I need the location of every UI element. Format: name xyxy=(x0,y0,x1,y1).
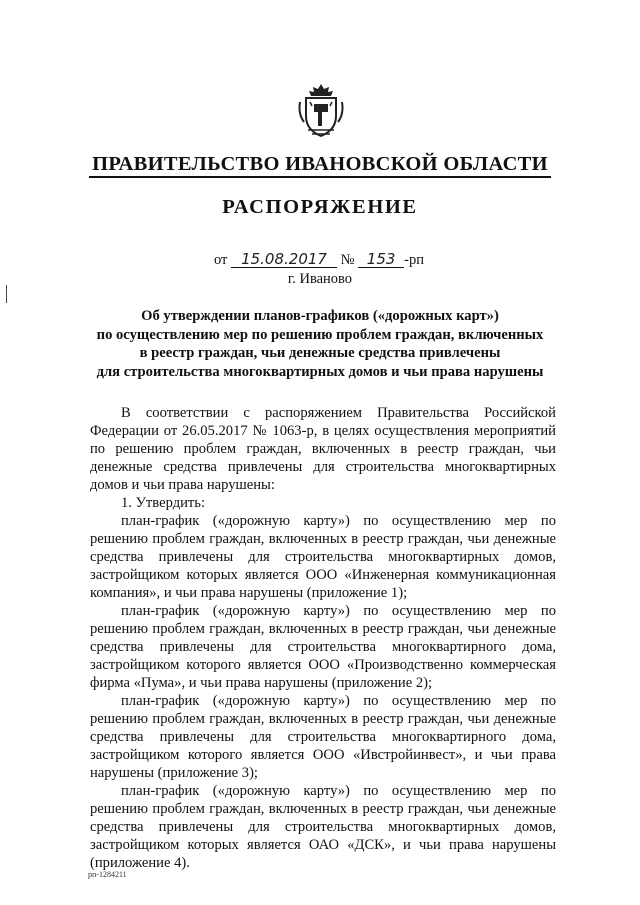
body-line: домов и чьи права нарушены: xyxy=(90,477,275,493)
document-city: г. Иваново xyxy=(287,271,353,287)
body-line: решению проблем граждан, включенных в реестр граждан, чьи денежные xyxy=(90,531,556,547)
body-line: застройщиком которых является ООО «Инженерная коммуникационная xyxy=(90,567,556,583)
body-line: застройщиком которого является ООО «Ивстройинвест», и чьи права xyxy=(90,747,556,763)
title-line: для строительства многоквартирных домов и чьи права нарушены xyxy=(96,363,544,380)
document-type: РАСПОРЯЖЕНИЕ xyxy=(222,196,418,218)
body-line: решению проблем граждан, включенных в реестр граждан, чьи денежные xyxy=(90,801,556,817)
number-suffix: -рп xyxy=(404,252,424,268)
body-line: решению проблем граждан, включенных в реестр граждан, чьи денежные xyxy=(90,621,556,637)
document-body xyxy=(90,404,556,872)
title-line: по осуществлению мер по решению проблем граждан, включенных xyxy=(96,326,544,343)
body-line: фирма «Пума», и чьи права нарушены (приложение 2); xyxy=(90,675,433,691)
body-line: план-график («дорожную карту») по осуществлению мер по xyxy=(121,603,556,619)
body-line: план-график («дорожную карту») по осуществлению мер по xyxy=(121,783,556,799)
ivanovo-coat-of-arms-icon xyxy=(296,82,346,138)
body-line: средства привлечены для строительства многоквартирного дома, xyxy=(90,639,556,655)
body-line: средства привлечены для строительства многоквартирных домов, xyxy=(90,549,556,565)
body-line: Федерации от 26.05.2017 № 1063-р, в целях осуществления мероприятий xyxy=(90,423,556,439)
body-line: решению проблем граждан, включенных в реестр граждан, чьи денежные xyxy=(90,711,556,727)
document-number: 153 xyxy=(358,251,404,268)
body-line: В соответствии с распоряжением Правительства Российской xyxy=(121,405,556,421)
organization-name: ПРАВИТЕЛЬСТВО ИВАНОВСКОЙ ОБЛАСТИ xyxy=(0,153,640,176)
body-line: план-график («дорожную карту») по осуществлению мер по xyxy=(121,513,556,529)
body-line: план-график («дорожную карту») по осуществлению мер по xyxy=(121,693,556,709)
document-date: 15.08.2017 xyxy=(231,251,337,268)
document-dateline xyxy=(214,251,424,269)
document-title xyxy=(90,307,550,381)
document-footer-code: рп-1284211 xyxy=(88,870,127,879)
body-line: средства привлечены для строительства многоквартирного дома, xyxy=(90,729,556,745)
body-line: 1. Утвердить: xyxy=(121,495,206,511)
title-line: Об утверждении планов-графиков («дорожных карт») xyxy=(141,308,499,324)
margin-mark xyxy=(6,285,7,303)
body-line: (приложение 4). xyxy=(90,855,190,871)
body-line: денежные средства привлечены для строительства многоквартирных xyxy=(90,459,556,475)
body-line: застройщиком которых является ОАО «ДСК», и чьи права нарушены xyxy=(90,837,556,853)
body-line: по решению проблем граждан, включенных в реестр граждан, чьи xyxy=(90,441,556,457)
body-line: застройщиком которого является ООО «Производственно коммерческая xyxy=(90,657,556,673)
body-line: компания», и чьи права нарушены (приложение 1); xyxy=(90,585,408,601)
number-sign: № xyxy=(340,252,355,268)
title-line: в реестр граждан, чьи денежные средства привлечены xyxy=(139,345,501,362)
date-prefix: от xyxy=(214,252,228,268)
body-line: нарушены (приложение 3); xyxy=(90,765,258,781)
body-line: средства привлечены для строительства многоквартирных домов, xyxy=(90,819,556,835)
